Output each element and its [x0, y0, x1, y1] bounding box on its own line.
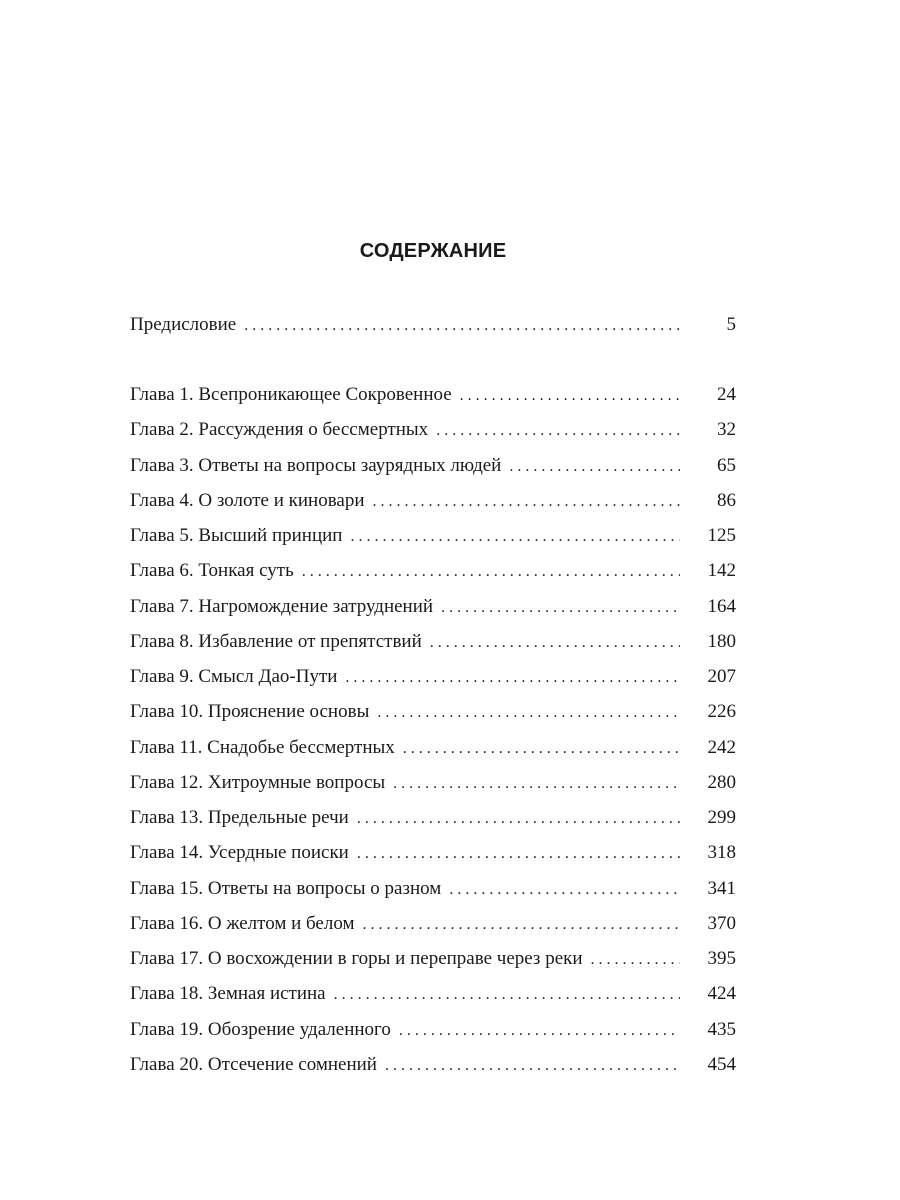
page-title: СОДЕРЖАНИЕ [359, 240, 507, 262]
toc-entry [130, 941, 736, 976]
toc-entry-page: 24 [717, 384, 736, 405]
toc-entry-page: 299 [707, 807, 736, 828]
toc-entry-page: 180 [707, 630, 736, 652]
dot-leader [509, 449, 680, 484]
dot-leader [591, 942, 680, 977]
dot-leader [441, 590, 680, 625]
toc-entry [130, 377, 736, 412]
toc-entry [130, 553, 736, 588]
toc-entry-page: 395 [707, 948, 736, 969]
toc-entry-title: Предисловие [130, 314, 237, 335]
toc-entry [130, 800, 736, 835]
dot-leader [460, 378, 680, 413]
toc-entry-title: Глава 18. Земная истина [130, 983, 326, 1005]
dot-leader [350, 519, 680, 554]
toc-entry [130, 589, 736, 624]
chapter-list [130, 377, 736, 1082]
dot-leader [357, 836, 680, 871]
toc-entry-title: Глава 17. О восхождении в горы и переправе через реки [130, 948, 583, 969]
dot-leader [345, 660, 680, 695]
toc-entry [130, 871, 736, 906]
toc-entry [130, 518, 736, 553]
toc-entry-page: 142 [707, 560, 736, 582]
toc-entry-page: 280 [707, 771, 736, 793]
toc-entry-page: 318 [707, 842, 736, 864]
dot-leader [244, 308, 680, 343]
dot-leader [377, 695, 680, 730]
dot-leader [403, 731, 680, 766]
toc-entry [130, 730, 736, 765]
toc-entry-title: Глава 7. Нагромождение затруднений [130, 595, 434, 617]
toc-entry-page: 32 [717, 419, 736, 441]
toc-entry-title: Глава 6. Тонкая суть [130, 560, 294, 582]
toc-entry-page: 242 [707, 736, 736, 758]
toc-entry-title: Глава 20. Отсечение сомнений [130, 1053, 377, 1075]
toc-entry [130, 906, 736, 941]
dot-leader [302, 554, 680, 589]
toc-entry [130, 765, 736, 800]
toc-entry [130, 1047, 736, 1082]
dot-leader [436, 413, 680, 448]
dot-leader [399, 1013, 680, 1048]
toc-entry-preface [130, 307, 736, 342]
dot-leader [363, 907, 680, 942]
toc-entry-title: Глава 13. Предельные речи [130, 807, 349, 828]
toc-entry-page: 454 [707, 1053, 736, 1075]
dot-leader [334, 977, 680, 1012]
toc-entry-title: Глава 16. О желтом и белом [130, 912, 355, 934]
toc-entry-page: 125 [707, 525, 736, 546]
toc-entry-page: 424 [707, 983, 736, 1005]
preface-list [130, 307, 736, 342]
toc-entry-title: Глава 8. Избавление от препятствий [130, 630, 422, 652]
toc-entry-title: Глава 10. Прояснение основы [130, 701, 370, 723]
toc-entry-title: Глава 5. Высший принцип [130, 525, 343, 546]
toc-entry [130, 835, 736, 870]
toc-entry-page: 207 [707, 666, 736, 687]
toc-entry-page: 370 [707, 912, 736, 934]
toc-entry-page: 435 [707, 1018, 736, 1040]
toc-entry-title: Глава 1. Всепроникающее Сокровенное [130, 384, 452, 405]
toc-entry-title: Глава 4. О золоте и киновари [130, 489, 365, 511]
dot-leader [385, 1048, 680, 1083]
toc-entry-title: Глава 12. Хитроумные вопросы [130, 771, 386, 793]
toc-entry [130, 448, 736, 483]
toc-entry [130, 976, 736, 1011]
toc-entry [130, 624, 736, 659]
toc-entry-title: Глава 19. Обозрение удаленного [130, 1018, 391, 1040]
dot-leader [430, 625, 680, 660]
toc-entry-page: 226 [707, 701, 736, 723]
toc-entry-title: Глава 15. Ответы на вопросы о разном [130, 877, 442, 899]
toc-entry-title: Глава 9. Смысл Дао-Пути [130, 666, 338, 687]
toc-entry-title: Глава 2. Рассуждения о бессмертных [130, 419, 429, 441]
toc-entry-page: 5 [726, 314, 736, 335]
toc-entry-page: 86 [717, 489, 736, 511]
dot-leader [449, 872, 680, 907]
toc-entry-page: 164 [707, 595, 736, 617]
toc-entry-title: Глава 11. Снадобье бессмертных [130, 736, 395, 758]
toc-entry-page: 65 [717, 454, 736, 476]
toc-entry [130, 659, 736, 694]
toc-entry [130, 694, 736, 729]
toc-entry [130, 412, 736, 447]
dot-leader [357, 801, 680, 836]
toc-entry-title: Глава 3. Ответы на вопросы заурядных людей [130, 454, 502, 476]
toc-entry-page: 341 [707, 877, 736, 899]
toc-entry-title: Глава 14. Усердные поиски [130, 842, 349, 864]
dot-leader [373, 484, 680, 519]
dot-leader [393, 766, 680, 801]
toc-entry [130, 1012, 736, 1047]
toc-entry [130, 483, 736, 518]
